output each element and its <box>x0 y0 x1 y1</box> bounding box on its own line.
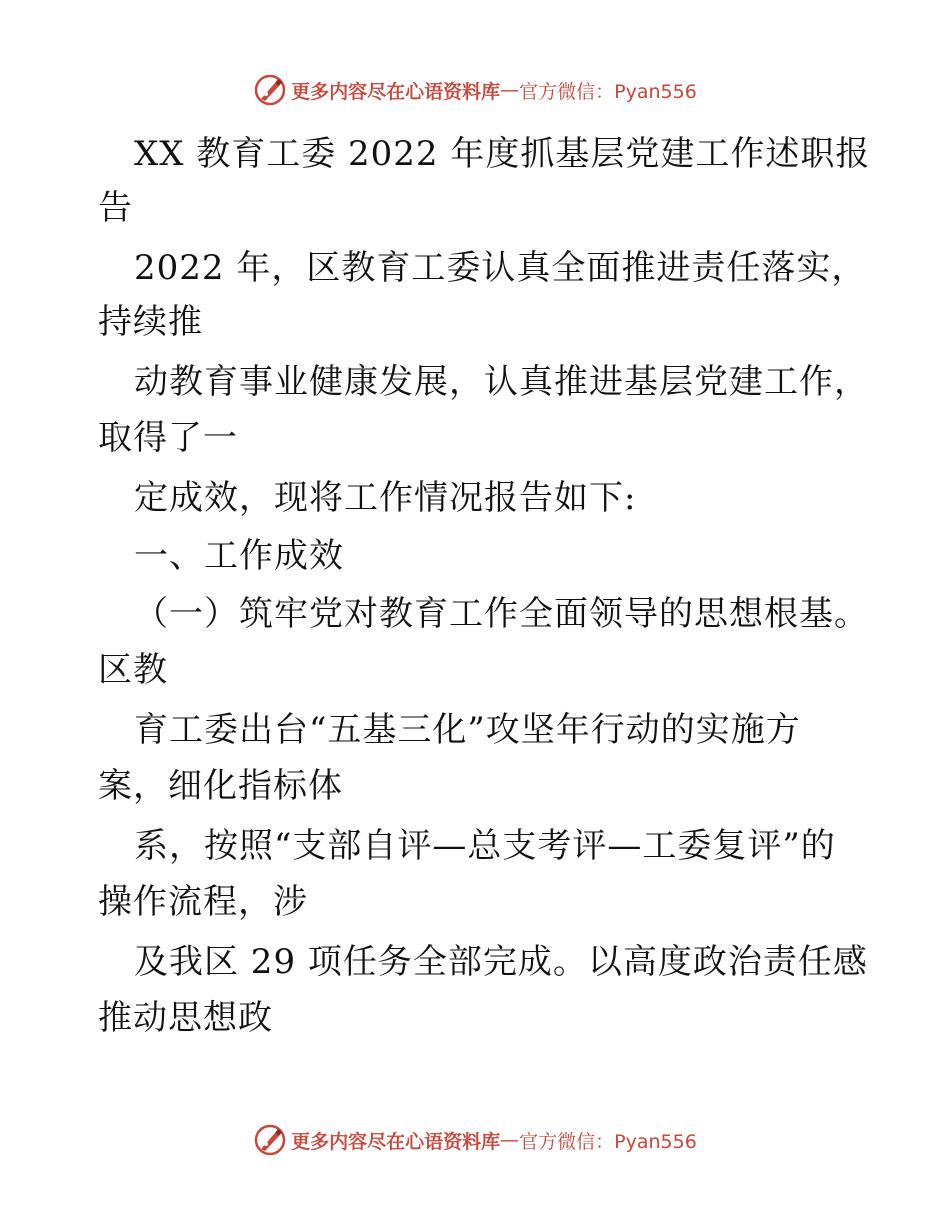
paragraph-line: 推动思想政 <box>98 998 273 1038</box>
watermark-main-text: 更多内容尽在心语资料库 <box>291 80 501 103</box>
watermark-main-text: 更多内容尽在心语资料库 <box>291 1130 501 1153</box>
document-title-line-2: 告 <box>98 188 133 228</box>
pen-logo-icon <box>253 73 287 107</box>
paragraph-line: 区教 <box>98 650 168 690</box>
document-title-line-1: XX 教育工委 2022 年度抓基层党建工作述职报 <box>134 134 871 174</box>
watermark-wechat-text: 官方微信：Pyan556 <box>519 1130 697 1153</box>
paragraph-line: 动教育事业健康发展，认真推进基层党建工作， <box>134 362 869 402</box>
paragraph-line: 育工委出台“五基三化”攻坚年行动的实施方 <box>134 710 801 750</box>
watermark-wechat-text: 官方微信：Pyan556 <box>519 80 697 103</box>
paragraph-line: 2022 年，区教育工委认真全面推进责任落实， <box>134 248 867 288</box>
watermark-separator: — <box>500 1129 520 1151</box>
paragraph-line: 持续推 <box>98 302 203 342</box>
watermark-separator: — <box>500 79 520 101</box>
paragraph-line: 系，按照“支部自评—总支考评—工委复评”的 <box>134 826 836 866</box>
paragraph-line: 定成效，现将工作情况报告如下: <box>134 478 637 518</box>
paragraph-line: 及我区 29 项任务全部完成。以高度政治责任感 <box>134 942 868 982</box>
paragraph-line: 案，细化指标体 <box>98 766 343 806</box>
subsection-heading: （一）筑牢党对教育工作全面领导的思想根基。 <box>134 594 869 634</box>
paragraph-line: 操作流程，涉 <box>98 882 308 922</box>
paragraph-line: 取得了一 <box>98 418 238 458</box>
section-heading: 一、工作成效 <box>134 536 344 576</box>
footer-watermark <box>0 1120 950 1160</box>
header-watermark <box>0 70 950 110</box>
pen-logo-icon <box>253 1123 287 1157</box>
